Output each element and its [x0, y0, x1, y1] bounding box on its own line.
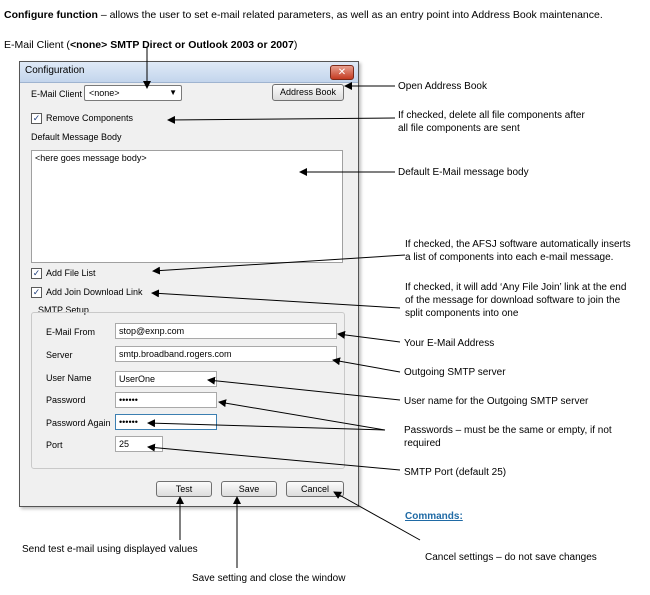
- annotation-remove-components-line-2: all file components are sent: [398, 123, 520, 134]
- client-line-suffix: ): [293, 39, 298, 51]
- client-line-prefix: E-Mail Client (: [4, 39, 70, 51]
- annotation-join-link: [405, 281, 626, 320]
- arrow-email-from: [338, 334, 400, 342]
- annotation-open-address-book: Open Address Book: [398, 81, 487, 92]
- remove-components-label: Remove Components: [46, 113, 134, 123]
- test-button[interactable]: Test: [156, 481, 212, 497]
- annotation-send-test: Send test e-mail using displayed values: [22, 544, 198, 555]
- chevron-down-icon: ▼: [169, 88, 177, 97]
- cancel-button[interactable]: Cancel: [286, 481, 344, 497]
- annotation-default-body: Default E-Mail message body: [398, 167, 529, 178]
- annotation-file-list-line-2: a list of components into each e-mail message.: [405, 252, 614, 263]
- annotation-file-list: [405, 238, 631, 264]
- annotation-passwords-line-1: Passwords – must be the same or empty, if not: [404, 425, 612, 436]
- user-name-input[interactable]: UserOne: [115, 371, 217, 387]
- add-join-link-checkbox[interactable]: ✓: [32, 287, 41, 297]
- annotation-commands: Commands:: [405, 511, 463, 522]
- smtp-setup-label: SMTP Setup: [38, 305, 89, 315]
- annotation-user-name: User name for the Outgoing SMTP server: [404, 396, 589, 407]
- annotation-passwords-line-2: required: [404, 438, 441, 449]
- close-button[interactable]: ✕: [330, 65, 354, 80]
- annotation-save-setting: Save setting and close the window: [192, 573, 346, 584]
- address-book-button[interactable]: Address Book: [272, 84, 344, 101]
- annotation-outgoing-server: Outgoing SMTP server: [404, 367, 506, 378]
- arrow-port: [148, 447, 400, 470]
- annotation-file-list-line-1: If checked, the AFSJ software automatically inserts: [405, 239, 631, 250]
- arrow-server: [333, 360, 400, 372]
- remove-components-checkbox[interactable]: ✓: [32, 113, 41, 123]
- annotation-smtp-port: SMTP Port (default 25): [404, 467, 507, 478]
- server-label: Server: [46, 350, 73, 360]
- password-again-label: Password Again: [46, 418, 111, 428]
- arrow-user-name: [208, 380, 400, 400]
- default-message-body-label: Default Message Body: [31, 132, 122, 142]
- intro-title: Configure function: [4, 9, 98, 21]
- add-file-list-label: Add File List: [46, 268, 96, 278]
- port-label: Port: [46, 440, 63, 450]
- save-button[interactable]: Save: [221, 481, 277, 497]
- email-from-input[interactable]: stop@exnp.com: [115, 323, 337, 339]
- annotation-remove-components: [398, 109, 585, 135]
- port-input[interactable]: 25: [115, 436, 163, 452]
- password-again-input[interactable]: ••••••: [115, 414, 217, 430]
- server-input[interactable]: smtp.broadband.rogers.com: [115, 346, 337, 362]
- email-client-value: <none>: [89, 88, 120, 98]
- email-from-label: E-Mail From: [46, 327, 95, 337]
- email-client-label: E-Mail Client: [31, 89, 83, 99]
- dialog-title: Configuration: [25, 65, 85, 76]
- password-label: Password: [46, 395, 86, 405]
- arrow-file-list: [153, 255, 405, 271]
- annotation-cancel-settings: Cancel settings – do not save changes: [425, 552, 597, 563]
- arrow-join-link: [152, 293, 400, 308]
- client-line-options: <none> SMTP Direct or Outlook 2003 or 2007: [69, 39, 294, 51]
- annotation-passwords: [404, 424, 612, 450]
- annotation-join-link-line-1: If checked, it will add ‘Any File Join’ link at the end: [405, 282, 627, 293]
- annotation-join-link-line-3: split components into one: [405, 308, 519, 319]
- add-file-list-checkbox[interactable]: ✓: [32, 268, 41, 278]
- password-input[interactable]: ••••••: [115, 392, 217, 408]
- intro-description: – allows the user to set e-mail related parameters, as well as an entry point into Address Book maintenance.: [97, 9, 603, 21]
- message-body-textarea[interactable]: <here goes message body>: [31, 150, 343, 263]
- arrow-remove-components: [168, 118, 395, 120]
- add-join-link-label: Add Join Download Link: [46, 287, 143, 297]
- annotation-your-email: Your E-Mail Address: [404, 338, 495, 349]
- user-name-label: User Name: [46, 373, 92, 383]
- annotation-remove-components-line-1: If checked, delete all file components after: [398, 110, 585, 121]
- annotation-join-link-line-2: of the message for download software to join the: [405, 295, 621, 306]
